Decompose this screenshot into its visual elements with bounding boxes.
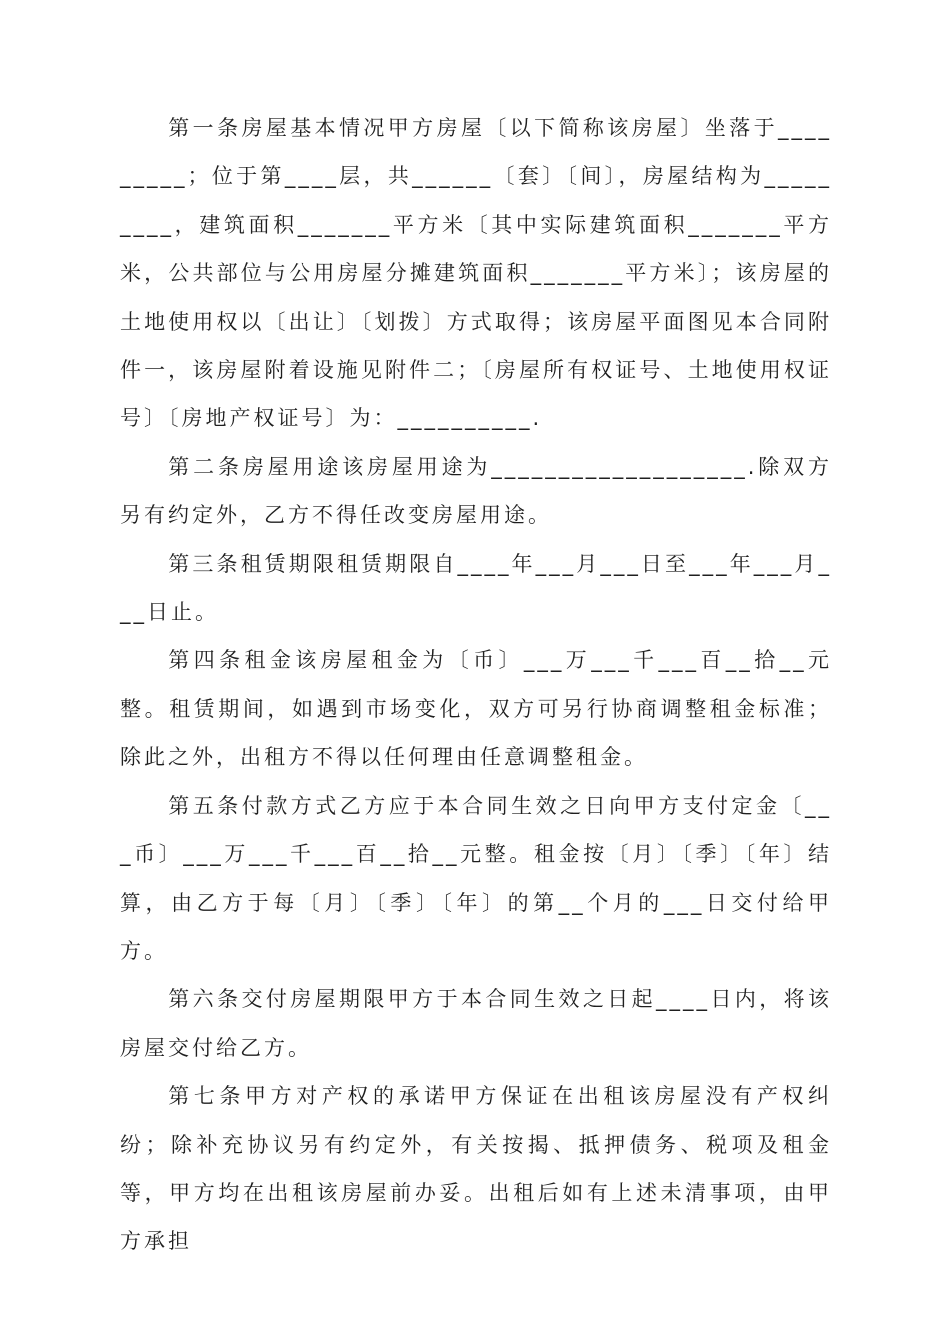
article-3-paragraph: 第三条租赁期限租赁期限自____年___月___日至___年___月___日止。 bbox=[120, 551, 832, 625]
article-4-paragraph: 第四条租金该房屋租金为〔币〕___万___千___百__拾__元整。租赁期间，如遇到市场变化，双方可另行协商调整租金标准；除此之外，出租方不得以任何理由任意调整租金。 bbox=[120, 648, 832, 770]
article-1-paragraph: 第一条房屋基本情况甲方房屋〔以下简称该房屋〕坐落于_________；位于第____层，共______〔套〕〔间〕，房屋结构为_________，建筑面积_______平方米〔其中实际建筑面积_______平方米，公共部位与公用房屋分摊建筑面积_______平方米〕；该房屋的土地使用权以〔出让〕〔划拨〕方式取得；该房屋平面图见本合同附件一，该房屋附着设施见附件二；〔房屋所有权证号、土地使用权证号〕〔房地产权证号〕为：__________. bbox=[120, 116, 832, 431]
document-body bbox=[120, 104, 832, 1266]
article-5-paragraph: 第五条付款方式乙方应于本合同生效之日向甲方支付定金〔___币〕___万___千___百__拾__元整。租金按〔月〕〔季〕〔年〕结算，由乙方于每〔月〕〔季〕〔年〕的第__个月的___日交付给甲方。 bbox=[120, 793, 832, 963]
article-6-paragraph: 第六条交付房屋期限甲方于本合同生效之日起____日内，将该房屋交付给乙方。 bbox=[120, 987, 832, 1060]
article-7-paragraph: 第七条甲方对产权的承诺甲方保证在出租该房屋没有产权纠纷；除补充协议另有约定外，有关按揭、抵押债务、税项及租金等，甲方均在出租该房屋前办妥。出租后如有上述未清事项，由甲方承担 bbox=[120, 1084, 832, 1254]
article-2-paragraph: 第二条房屋用途该房屋用途为___________________.除双方另有约定外，乙方不得任改变房屋用途。 bbox=[120, 454, 832, 528]
